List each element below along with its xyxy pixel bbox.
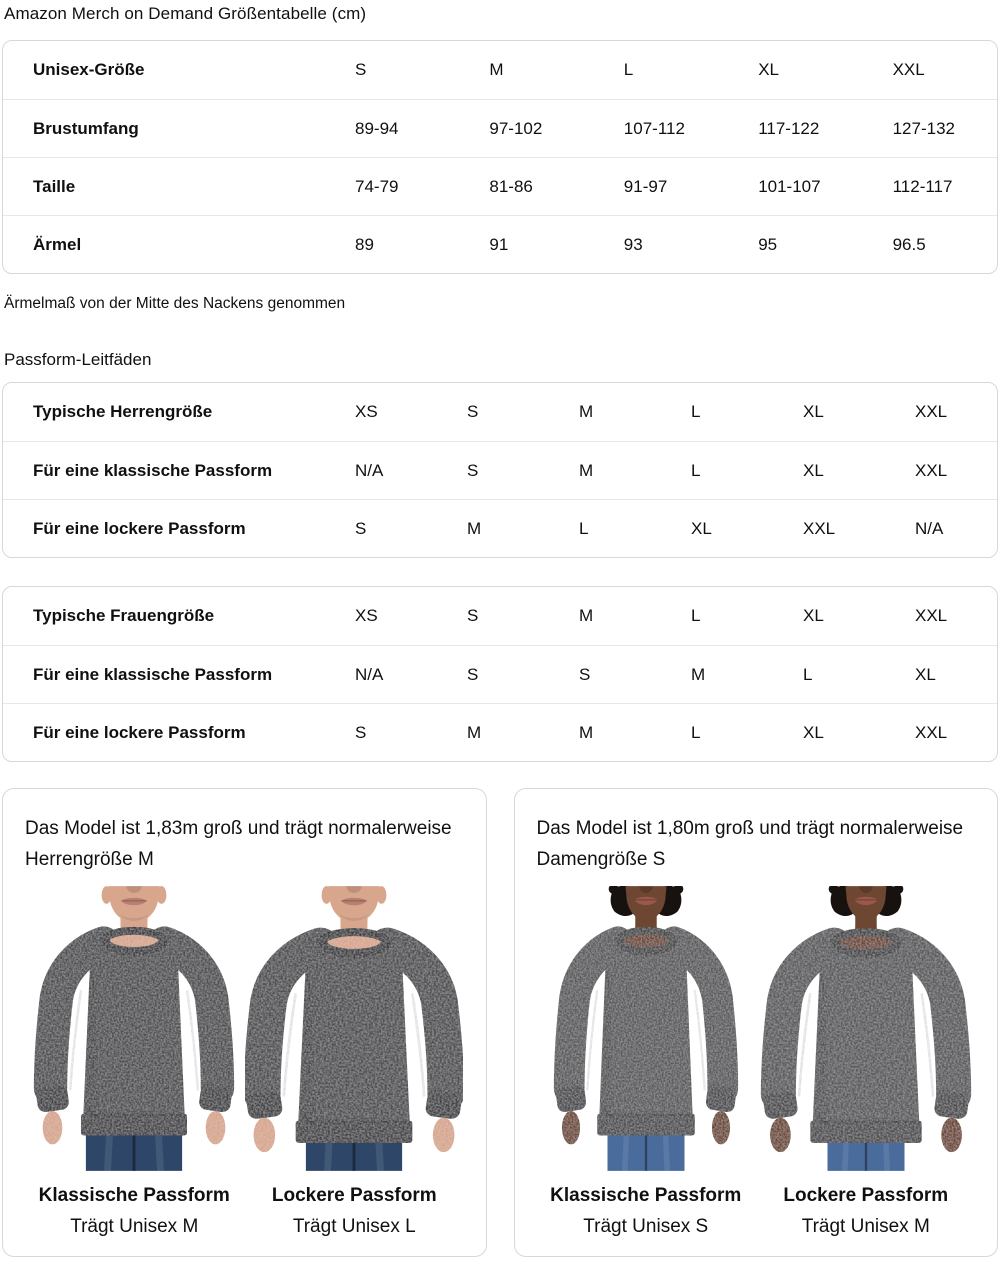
table-cell: L (691, 722, 701, 742)
fit-label: Klassische Passform (38, 1184, 230, 1206)
model-figure (537, 886, 755, 1238)
female-model-classic-fit-photo (537, 886, 755, 1171)
row-label: Unisex-Größe (33, 60, 145, 79)
table-cell: 117-122 (758, 118, 820, 138)
table-cell: XL (758, 60, 779, 79)
row-label: Typische Frauengröße (33, 606, 215, 625)
table-cell: N/A (355, 664, 384, 684)
fit-label: Klassische Passform (550, 1184, 742, 1206)
table-cell: 112-117 (892, 176, 953, 196)
model-figure (245, 886, 463, 1238)
model-description: Das Model ist 1,80m groß und trägt normalerweise Damengröße S (536, 818, 964, 871)
model-cards-row (2, 788, 998, 1259)
table-cell: XS (355, 402, 378, 421)
table-cell: XXL (915, 460, 948, 480)
table-cell: 91 (489, 234, 509, 254)
table-row (3, 383, 997, 441)
page-title: Amazon Merch on Demand Größentabelle (cm) (4, 4, 367, 23)
table-cell: XL (803, 606, 824, 625)
table-cell: 97-102 (489, 118, 543, 138)
table-cell: 127-132 (892, 118, 955, 138)
table-cell: M (489, 60, 504, 79)
row-label: Für eine lockere Passform (33, 722, 246, 742)
table-cell: XL (915, 664, 936, 684)
table-cell: XS (355, 606, 378, 625)
female-model-card (514, 788, 999, 1257)
table-cell: L (691, 460, 701, 480)
unisex-size-table (2, 40, 998, 274)
wears-label: Trägt Unisex L (292, 1215, 416, 1237)
wears-label: Trägt Unisex M (70, 1215, 199, 1237)
mens-fit-table (2, 382, 998, 558)
table-cell: 96.5 (892, 234, 926, 254)
table-cell: XL (803, 722, 824, 742)
table-cell: XXL (803, 518, 836, 538)
table-cell: N/A (355, 460, 384, 480)
wears-label: Trägt Unisex S (583, 1215, 709, 1237)
table-row (3, 215, 997, 273)
table-cell: M (579, 722, 594, 742)
table-cell: S (467, 402, 479, 421)
table-cell: M (467, 518, 482, 538)
male-model-card (2, 788, 487, 1257)
row-label: Brustumfang (33, 118, 139, 138)
male-model-loose-fit-photo (245, 886, 463, 1171)
table-cell: S (355, 60, 367, 79)
table-cell: 81-86 (489, 176, 533, 196)
figures-row (23, 886, 466, 1238)
table-row (3, 703, 997, 761)
table-row (3, 41, 997, 99)
table-cell: 91-97 (623, 176, 668, 196)
table-cell: M (467, 722, 482, 742)
table-cell: L (691, 606, 701, 625)
figures-row (535, 886, 978, 1238)
table-row (3, 645, 997, 703)
row-label: Für eine lockere Passform (33, 518, 246, 538)
table-cell: 89-94 (355, 118, 399, 138)
table-cell: N/A (915, 518, 944, 538)
table-cell: XXL (915, 722, 948, 742)
fit-label: Lockere Passform (271, 1184, 437, 1206)
model-description: Das Model ist 1,83m groß und trägt normalerweise Herrengröße M (25, 818, 452, 871)
table-cell: M (579, 402, 594, 421)
sleeve-measure-note: Ärmelmaß von der Mitte des Nackens genommen (4, 295, 346, 312)
model-figure (25, 886, 243, 1238)
table-cell: XXL (915, 606, 948, 625)
table-cell: L (803, 664, 813, 684)
table-cell: S (355, 518, 367, 538)
row-label: Taille (33, 176, 76, 196)
table-row (3, 441, 997, 499)
row-label: Ärmel (33, 234, 82, 254)
row-label: Für eine klassische Passform (33, 460, 273, 480)
table-cell: XXL (915, 402, 948, 421)
table-cell: M (579, 460, 594, 480)
row-label: Typische Herrengröße (33, 402, 213, 421)
row-label: Für eine klassische Passform (33, 664, 273, 684)
table-row (3, 499, 997, 557)
table-cell: XL (803, 460, 824, 480)
table-cell: 93 (623, 234, 643, 254)
table-cell: 89 (355, 234, 374, 254)
table-cell: 101-107 (758, 176, 821, 196)
table-cell: S (467, 664, 479, 684)
table-cell: XXL (892, 60, 925, 79)
table-cell: S (467, 460, 479, 480)
table-cell: L (691, 402, 701, 421)
table-cell: M (579, 606, 594, 625)
table-cell: S (467, 606, 479, 625)
fit-label: Lockere Passform (783, 1184, 949, 1206)
table-cell: 107-112 (623, 118, 685, 138)
table-cell: S (355, 722, 367, 742)
table-cell: L (623, 60, 634, 79)
model-figure (757, 886, 975, 1238)
female-model-loose-fit-photo (757, 886, 975, 1171)
table-row (3, 587, 997, 645)
table-cell: L (579, 518, 589, 538)
table-cell: XL (691, 518, 712, 538)
table-cell: XL (803, 402, 824, 421)
table-cell: 74-79 (355, 176, 399, 196)
table-cell: 95 (758, 234, 778, 254)
womens-fit-table (2, 586, 998, 762)
male-model-classic-fit-photo (25, 886, 243, 1171)
table-cell: M (691, 664, 706, 684)
table-cell: S (579, 664, 591, 684)
wears-label: Trägt Unisex M (801, 1215, 930, 1237)
table-row (3, 99, 997, 157)
fit-guides-heading: Passform-Leitfäden (4, 350, 152, 369)
table-row (3, 157, 997, 215)
